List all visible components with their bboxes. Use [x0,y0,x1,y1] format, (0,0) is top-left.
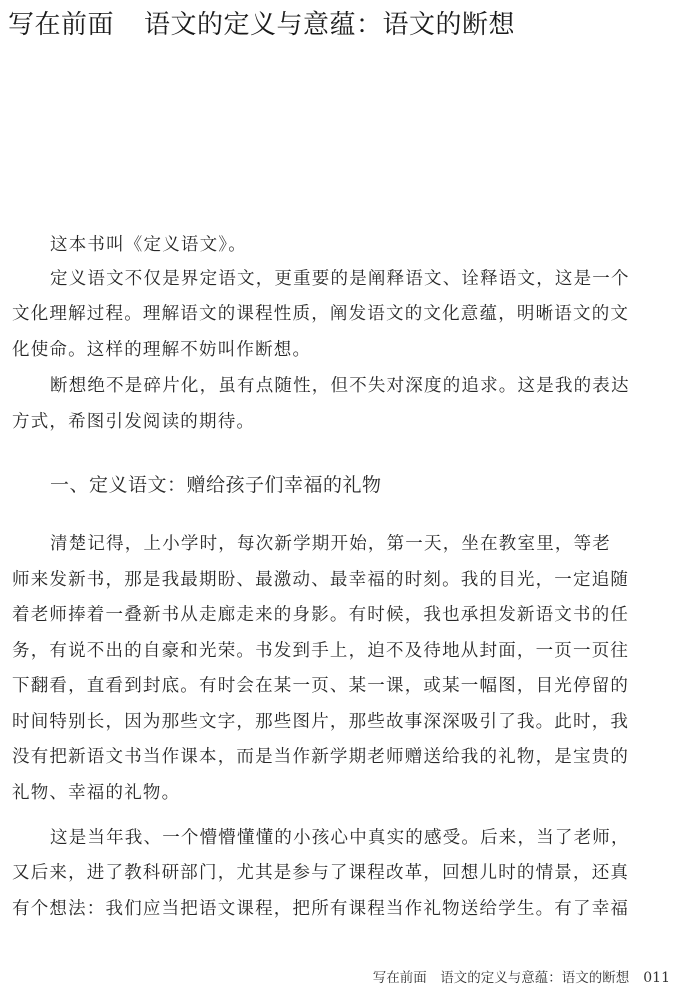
intro-line: 断想绝不是碎片化，虽有点随性，但不失对深度的追求。这是我的表达 [50,376,630,396]
section-line: 又后来，进了教科研部门，尤其是参与了课程改革，回想儿时的情景，还真 [12,863,630,883]
intro-line: 这本书叫《定义语文》。 [50,235,247,255]
intro-line: 方式，希图引发阅读的期待。 [12,412,256,432]
header-title: 语文的定义与意蕴：语文的断想 [144,10,516,40]
section-line: 师来发新书，那是我最期盼、最激动、最幸福的时刻。我的目光，一定追随 [12,570,630,590]
section-line: 有个想法：我们应当把语文课程，把所有课程当作礼物送给学生。有了幸福 [12,899,630,919]
page-number: 011 [643,970,670,986]
section-line: 清楚记得，上小学时，每次新学期开始，第一天，坐在教室里，等老 [50,534,611,554]
section-line: 礼物、幸福的礼物。 [12,783,181,803]
section-line: 务，有说不出的自豪和光荣。书发到手上，迫不及待地从封面，一页一页往 [12,641,630,661]
intro-line: 化使命。这样的理解不妨叫作断想。 [12,340,312,360]
section-line: 这是当年我、一个懵懵懂懂的小孩心中真实的感受。后来，当了老师， [50,828,630,848]
section-line: 着老师捧着一叠新书从走廊走来的身影。有时候，我也承担发新语文书的任 [12,605,630,625]
section-heading: 一、定义语文：赠给孩子们幸福的礼物 [50,474,382,496]
section-line: 没有把新语文书当作课本，而是当作新学期老师赠送给我的礼物，是宝贵的 [12,747,630,767]
header-part-label: 写在前面 [8,10,115,40]
page-footer [373,966,670,986]
footer-running-head: 写在前面 语文的定义与意蕴：语文的断想 [372,970,630,986]
intro-line: 文化理解过程。理解语文的课程性质，阐发语文的文化意蕴，明晰语文的文 [12,304,630,324]
section-line: 时间特别长，因为那些文字，那些图片，那些故事深深吸引了我。此时，我 [12,712,630,732]
page-header [8,4,515,41]
section-line: 下翻看，直看到封底。有时会在某一页、某一课，或某一幅图，目光停留的 [12,676,630,696]
intro-line: 定义语文不仅是界定语文，更重要的是阐释语文、诠释语文，这是一个 [50,269,630,289]
